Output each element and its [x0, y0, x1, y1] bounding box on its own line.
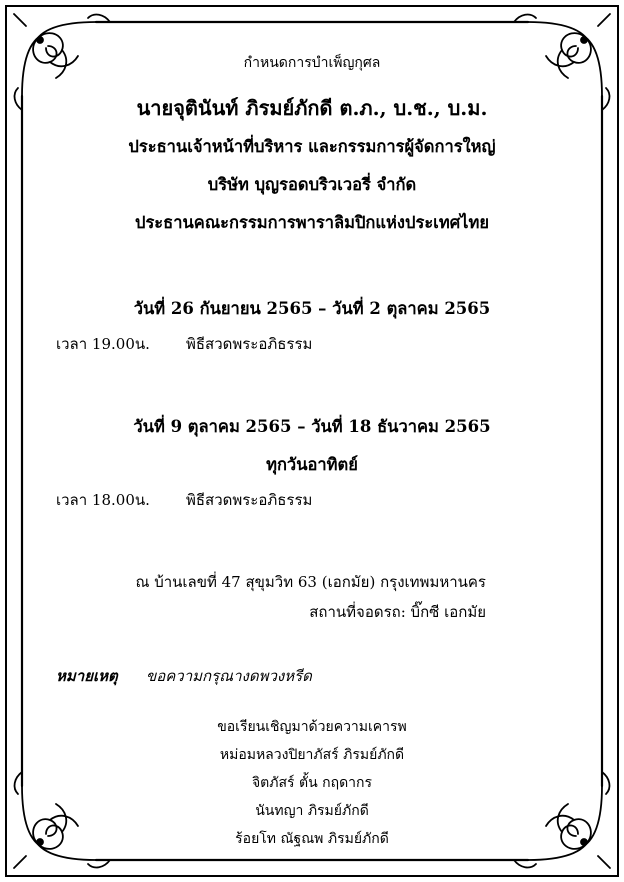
position-title-1: ประธานเจ้าหน้าที่บริหาร และกรรมการผู้จัดการใหญ่ [128, 137, 496, 156]
header-line: กำหนดการบำเพ็ญกุศล [243, 55, 381, 71]
position-title-2: ประธานคณะกรรมการพาราลิมปิกแห่งประเทศไทย [134, 213, 490, 232]
schedule-note: ทุกวันอาทิตย์ [266, 455, 358, 474]
venue-address: ณ บ้านเลขที่ 47 สุขุมวิท 63 (เอกมัย) กรุงเทพมหานคร [135, 573, 486, 591]
remark-text: ขอความกรุณางดพวงหรีด [146, 667, 312, 685]
remark-label: หมายเหตุ [56, 667, 118, 685]
invitation-line: ขอเรียนเชิญมาด้วยความเคารพ [217, 719, 407, 735]
deceased-name: นายจุตินันท์ ภิรมย์ภักดี ต.ภ., บ.ช., บ.ม. [136, 96, 488, 120]
schedule-event: พิธีสวดพระอภิธรรม [186, 335, 313, 353]
schedule-event: พิธีสวดพระอภิธรรม [186, 491, 313, 509]
schedule-date-range: วันที่ 26 กันยายน 2565 – วันที่ 2 ตุลาคม 2565 [133, 299, 491, 318]
venue-parking: สถานที่จอดรถ: บิ๊กซี เอกมัย [309, 603, 486, 621]
host-name: จิตภัสร์ ตั้น กฤดากร [251, 775, 373, 791]
schedule-time: เวลา 18.00น. [56, 491, 150, 509]
schedule-time: เวลา 19.00น. [56, 335, 150, 353]
host-name: หม่อมหลวงปิยาภัสร์ ภิรมย์ภักดี [219, 747, 405, 763]
host-name: นันทญา ภิรมย์ภักดี [255, 803, 369, 819]
host-name: ร้อยโท ณัฐณพ ภิรมย์ภักดี [235, 831, 389, 847]
schedule-date-range: วันที่ 9 ตุลาคม 2565 – วันที่ 18 ธันวาคม 2565 [133, 417, 491, 436]
company-name: บริษัท บุญรอดบริวเวอรี่ จำกัด [207, 175, 417, 194]
